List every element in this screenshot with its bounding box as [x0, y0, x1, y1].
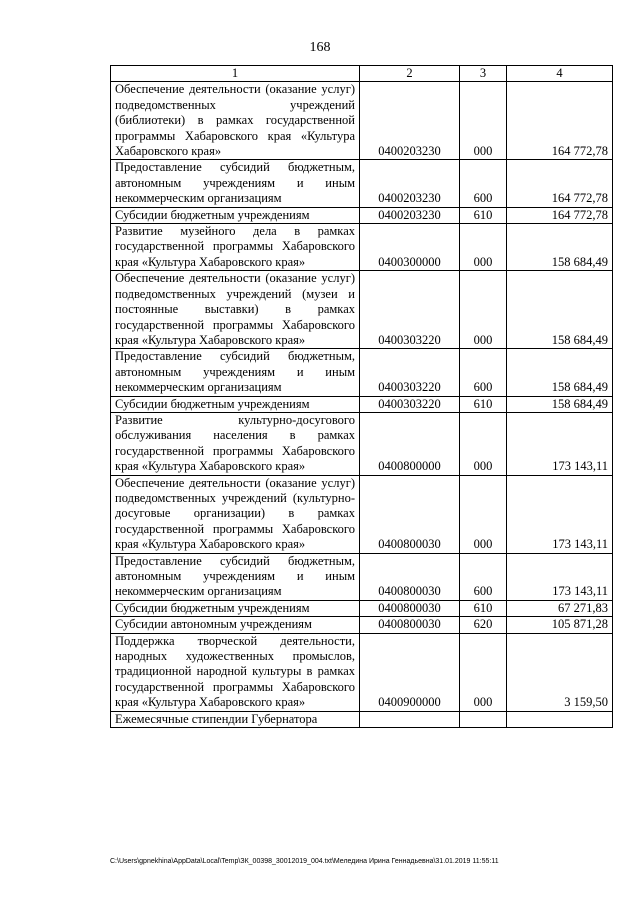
amount-cell: 164 772,78	[507, 160, 613, 207]
target-code-cell: 0400800000	[360, 412, 460, 475]
expense-type-cell: 600	[460, 553, 507, 600]
row-name-cell: Поддержка творческой деятельности, народных художественных промыслов, традиционной народной культуры в рамках государственной программы Хабаровского края «Культура Хабаровского края»	[111, 633, 360, 711]
row-name-cell: Субсидии бюджетным учреждениям	[111, 207, 360, 223]
amount-cell: 3 159,50	[507, 633, 613, 711]
target-code-cell: 0400203230	[360, 82, 460, 160]
target-code-cell: 0400203230	[360, 160, 460, 207]
expense-type-cell: 600	[460, 349, 507, 396]
column-header: 3	[460, 66, 507, 82]
table-row	[111, 711, 613, 727]
expense-type-cell: 000	[460, 475, 507, 553]
expense-type-cell: 610	[460, 600, 507, 616]
target-code-cell: 0400303220	[360, 396, 460, 412]
expense-type-cell: 620	[460, 617, 507, 633]
row-name-cell: Обеспечение деятельности (оказание услуг) подведомственных учреждений (библиотеки) в рамках государственной программы Хабаровского края «Культура Хабаровского края»	[111, 82, 360, 160]
expense-type-cell: 610	[460, 396, 507, 412]
row-name-cell: Субсидии бюджетным учреждениям	[111, 396, 360, 412]
expense-type-cell: 610	[460, 207, 507, 223]
amount-cell: 173 143,11	[507, 475, 613, 553]
page-number: 168	[309, 40, 331, 55]
table-row	[111, 160, 613, 207]
expense-type-cell: 000	[460, 271, 507, 349]
expense-type-cell: 000	[460, 633, 507, 711]
target-code-cell: 0400203230	[360, 207, 460, 223]
file-path-footer: C:\Users\gpnekhina\AppData\Local\Temp\ЗК_00398_30012019_004.txt\Меледина Ирина Геннадьевна\31.01.2019 11:55:11	[110, 858, 499, 865]
column-header: 4	[507, 66, 613, 82]
table-row	[111, 271, 613, 349]
row-name-cell: Развитие культурно-досугового обслуживания населения в рамках государственной программы Хабаровского края «Культура Хабаровского края»	[111, 412, 360, 475]
table-row	[111, 412, 613, 475]
amount-cell: 158 684,49	[507, 224, 613, 271]
row-name-cell: Предоставление субсидий бюджетным, автономным учреждениям и иным некоммерческим организациям	[111, 160, 360, 207]
amount-cell: 158 684,49	[507, 271, 613, 349]
amount-cell	[507, 711, 613, 727]
target-code-cell: 0400900000	[360, 633, 460, 711]
amount-cell: 164 772,78	[507, 207, 613, 223]
column-header: 1	[111, 66, 360, 82]
expense-type-cell: 000	[460, 224, 507, 271]
table-row	[111, 553, 613, 600]
amount-cell: 67 271,83	[507, 600, 613, 616]
table-row	[111, 349, 613, 396]
budget-table	[110, 65, 613, 728]
amount-cell: 164 772,78	[507, 82, 613, 160]
table-row	[111, 224, 613, 271]
table-row	[111, 600, 613, 616]
target-code-cell: 0400800030	[360, 553, 460, 600]
row-name-cell: Обеспечение деятельности (оказание услуг) подведомственных учреждений (музеи и постоянные выставки) в рамках государственной программы Хабаровского края «Культура Хабаровского края»	[111, 271, 360, 349]
table-row	[111, 617, 613, 633]
table-row	[111, 396, 613, 412]
row-name-cell: Предоставление субсидий бюджетным, автономным учреждениям и иным некоммерческим организациям	[111, 349, 360, 396]
row-name-cell: Субсидии автономным учреждениям	[111, 617, 360, 633]
expense-type-cell: 000	[460, 82, 507, 160]
amount-cell: 105 871,28	[507, 617, 613, 633]
table-row	[111, 633, 613, 711]
amount-cell: 158 684,49	[507, 349, 613, 396]
table-row	[111, 207, 613, 223]
target-code-cell: 0400800030	[360, 617, 460, 633]
target-code-cell	[360, 711, 460, 727]
target-code-cell: 0400300000	[360, 224, 460, 271]
table-row	[111, 82, 613, 160]
table-row	[111, 475, 613, 553]
target-code-cell: 0400303220	[360, 271, 460, 349]
expense-type-cell: 000	[460, 412, 507, 475]
column-header: 2	[360, 66, 460, 82]
target-code-cell: 0400303220	[360, 349, 460, 396]
expense-type-cell	[460, 711, 507, 727]
expense-type-cell: 600	[460, 160, 507, 207]
target-code-cell: 0400800030	[360, 600, 460, 616]
amount-cell: 173 143,11	[507, 553, 613, 600]
row-name-cell: Ежемесячные стипендии Губернатора	[111, 711, 360, 727]
amount-cell: 173 143,11	[507, 412, 613, 475]
row-name-cell: Субсидии бюджетным учреждениям	[111, 600, 360, 616]
amount-cell: 158 684,49	[507, 396, 613, 412]
row-name-cell: Развитие музейного дела в рамках государственной программы Хабаровского края «Культура Хабаровского края»	[111, 224, 360, 271]
target-code-cell: 0400800030	[360, 475, 460, 553]
row-name-cell: Предоставление субсидий бюджетным, автономным учреждениям и иным некоммерческим организациям	[111, 553, 360, 600]
row-name-cell: Обеспечение деятельности (оказание услуг) подведомственных учреждений (культурно-досуговые организации) в рамках государственной программы Хабаровского края «Культура Хабаровского края»	[111, 475, 360, 553]
table-header-row	[111, 66, 613, 82]
